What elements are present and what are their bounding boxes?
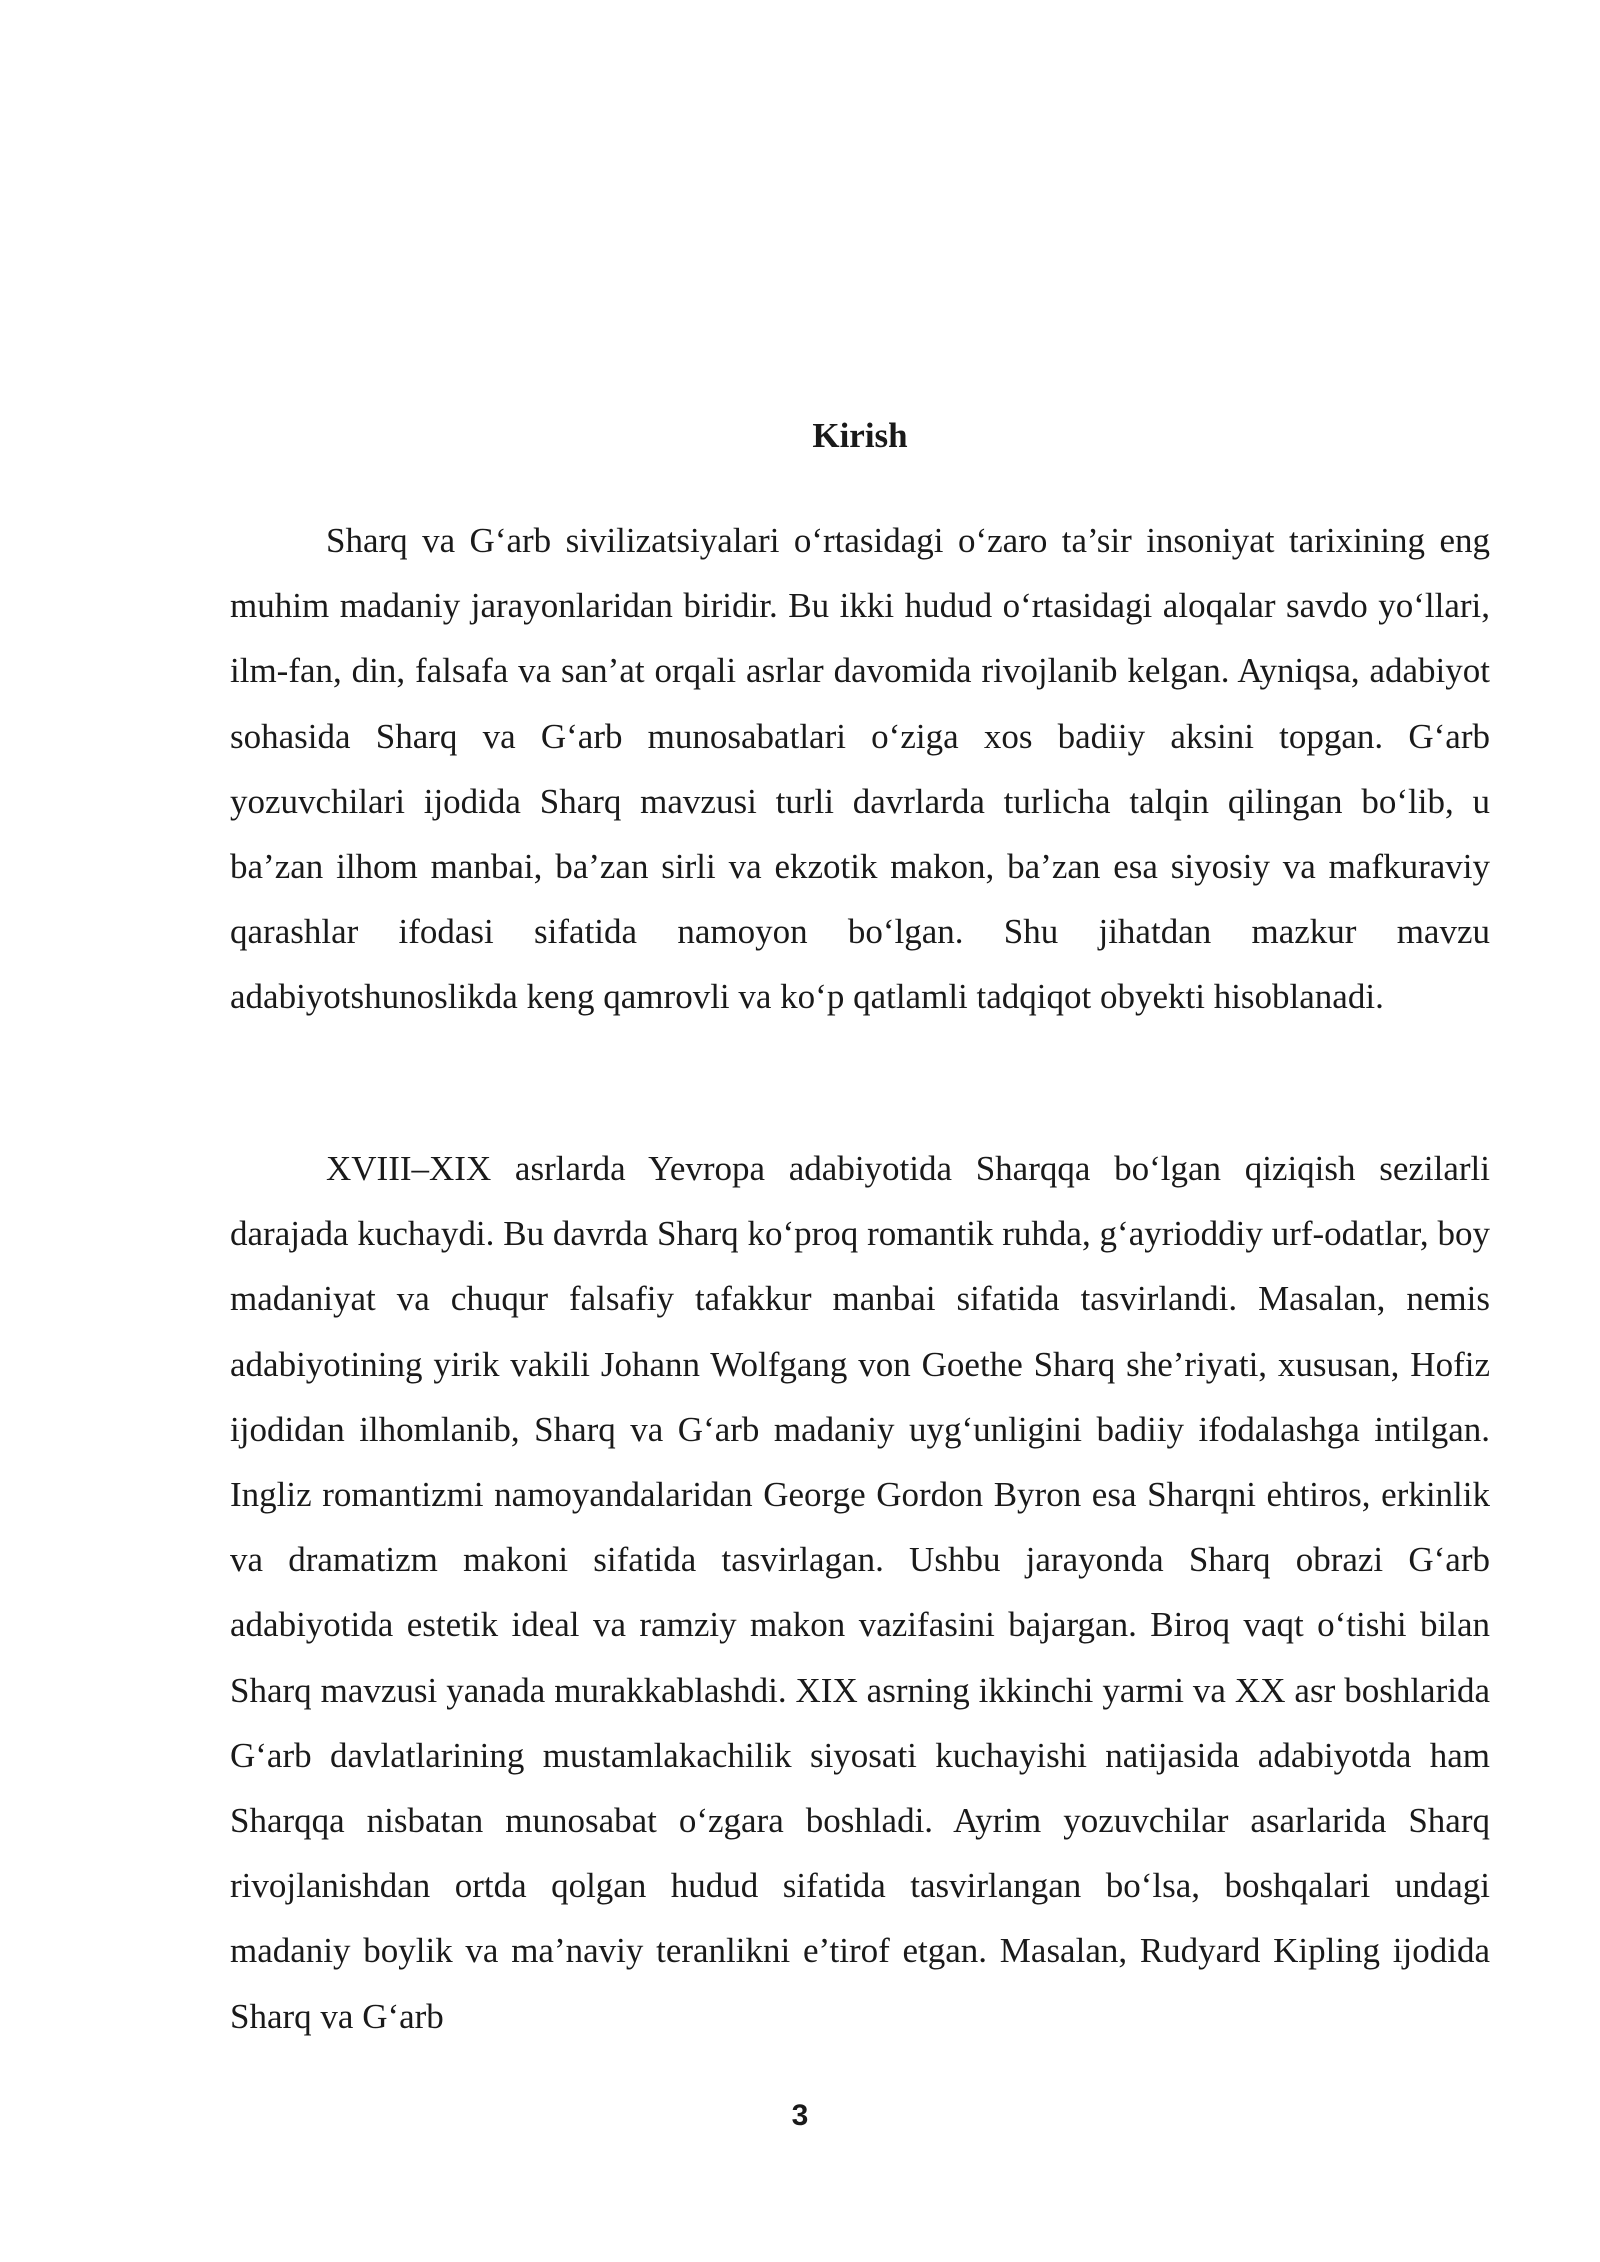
paragraph-1: Sharq va G‘arb sivilizatsiyalari o‘rtasidagi o‘zaro ta’sir insoniyat tarixining eng muhim madaniy jarayonlaridan biridir. Bu ikki hudud o‘rtasidagi aloqalar savdo yo‘llari, ilm-fan, din, falsafa va san’at orqali asrlar davomida rivojlanib kelgan. Ayniqsa, adabiyot sohasida Sharq va G‘arb munosabatlari o‘ziga xos badiiy aksini topgan. G‘arb yozuvchilari ijodida Sharq mavzusi turli davrlarda turlicha talqin qilingan bo‘lib, u ba’zan ilhom manbai, ba’zan sirli va ekzotik makon, ba’zan esa siyosiy va mafkuraviy qarashlar ifodasi sifatida namoyon bo‘lgan. Shu jihatdan mazkur mavzu adabiyotshunoslikda keng qamrovli va ko‘p qatlamli tadqiqot obyekti hisoblanadi. [230, 521, 1490, 1017]
section-heading: Kirish [812, 416, 908, 455]
paragraph-2: XVIII–XIX asrlarda Yevropa adabiyotida Sharqqa bo‘lgan qiziqish sezilarli darajada kuchaydi. Bu davrda Sharq ko‘proq romantik ruhda, g‘ayrioddiy urf-odatlar, boy madaniyat va chuqur falsafiy tafakkur manbai sifatida tasvirlandi. Masalan, nemis adabiyotining yirik vakili Johann Wolfgang von Goethe Sharq she’riyati, xususan, Hofiz ijodidan ilhomlanib, Sharq va G‘arb madaniy uyg‘unligini badiiy ifodalashga intilgan. Ingliz romantizmi namoyandalaridan George Gordon Byron esa Sharqni ehtiros, erkinlik va dramatizm makoni sifatida tasvirlagan. Ushbu jarayonda Sharq obrazi G‘arb adabiyotida estetik ideal va ramziy makon vazifasini bajargan. Biroq vaqt o‘tishi bilan Sharq mavzusi yanada murakkablashdi. XIX asrning ikkinchi yarmi va XX asr boshlarida G‘arb davlatlarining mustamlakachilik siyosati kuchayishi natijasida adabiyotda ham Sharqqa nisbatan munosabat o‘zgara boshladi. Ayrim yozuvchilar asarlarida Sharq rivojlanishdan ortda qolgan hudud sifatida tasvirlangan bo‘lsa, boshqalari undagi madaniy boylik va ma’naviy teranlikni e’tirof etgan. Masalan, Rudyard Kipling ijodida Sharq va G‘arb [230, 1149, 1490, 2036]
page-number: 3 [791, 2099, 809, 2132]
